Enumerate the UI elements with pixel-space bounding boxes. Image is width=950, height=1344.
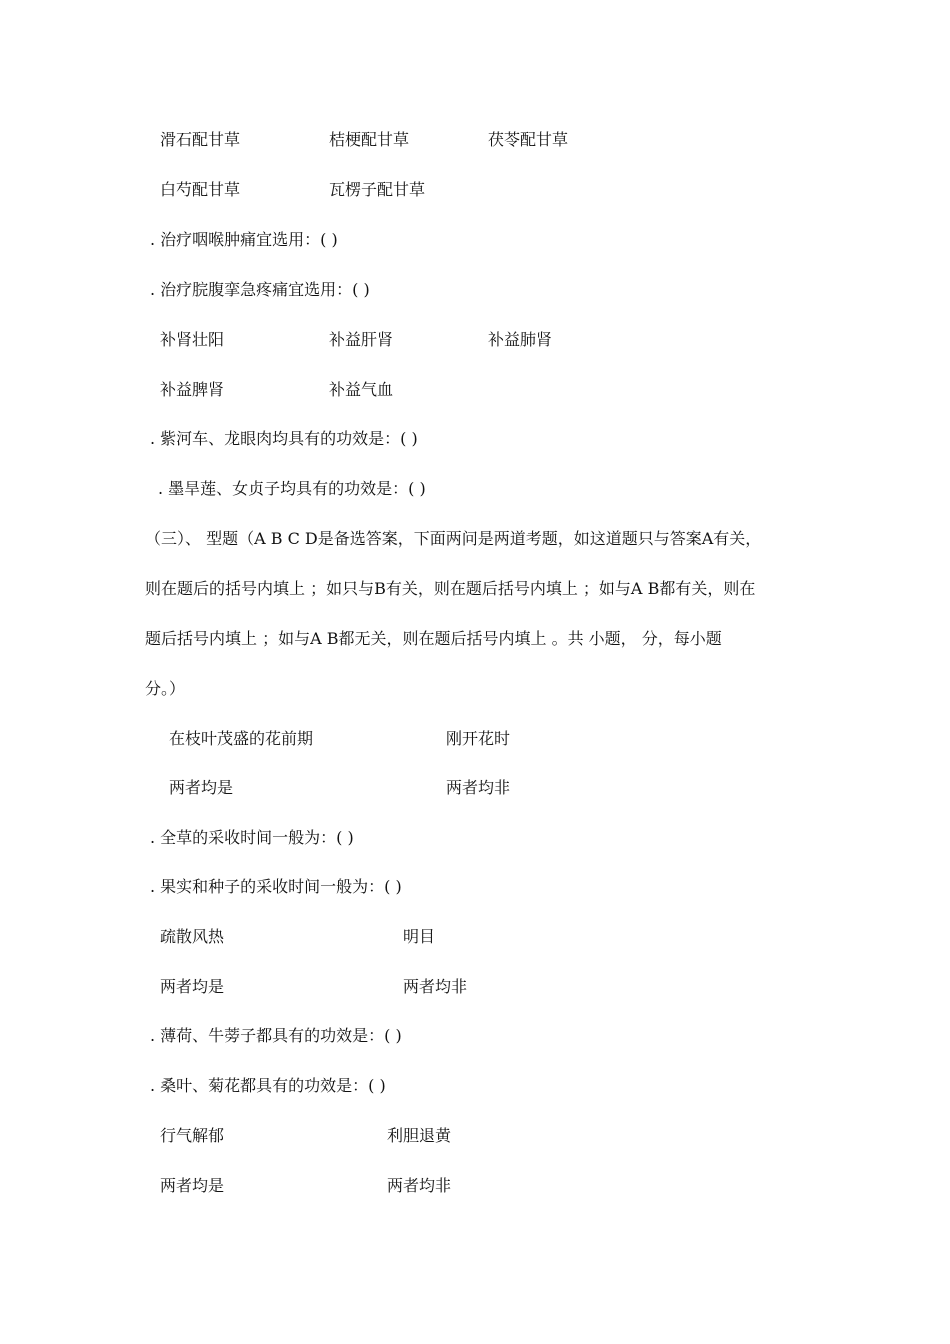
option-c: 茯苓配甘草 (488, 130, 569, 149)
option-e: 补益气血 (329, 380, 394, 399)
option-a: 疏散风热 (160, 927, 225, 946)
option-c: 两者均是 (160, 1176, 225, 1195)
option-b: 明目 (403, 927, 436, 946)
question: . 薄荷、牛蒡子都具有的功效是：( ) (150, 1026, 402, 1045)
option-b: 利胆退黄 (387, 1126, 452, 1145)
option-d: 两者均非 (403, 977, 468, 996)
option-e: 瓦楞子配甘草 (329, 180, 426, 199)
section-instruction: 分。） (145, 679, 186, 698)
option-d: 白芍配甘草 (160, 180, 241, 199)
option-c: 两者均是 (169, 778, 234, 797)
option-a: 滑石配甘草 (160, 130, 241, 149)
option-c: 补益肺肾 (488, 330, 553, 349)
option-a: 在枝叶茂盛的花前期 (169, 729, 314, 748)
section-instruction: （三）、 型题（A B C D是备选答案，下面两问是两道考题，如这道题只与答案A有关， (145, 529, 762, 548)
option-b: 刚开花时 (446, 729, 511, 748)
question: . 桑叶、菊花都具有的功效是：( ) (150, 1076, 386, 1095)
option-b: 补益肝肾 (329, 330, 394, 349)
question: . 治疗脘腹挛急疼痛宜选用：( ) (150, 280, 370, 299)
question: . 紫河车、龙眼肉均具有的功效是：( ) (150, 429, 418, 448)
section-instruction: 则在题后的括号内填上 ；如只与B有关，则在题后括号内填上 ；如与A B都有关，则在 (145, 579, 756, 598)
option-d: 两者均非 (446, 778, 511, 797)
section-instruction: 题后括号内填上 ；如与A B都无关，则在题后括号内填上 。共 小题， 分，每小题 (145, 629, 722, 648)
option-b: 桔梗配甘草 (329, 130, 410, 149)
question: . 果实和种子的采收时间一般为：( ) (150, 877, 402, 896)
option-c: 两者均是 (160, 977, 225, 996)
option-a: 补肾壮阳 (160, 330, 225, 349)
question: . 全草的采收时间一般为：( ) (150, 828, 354, 847)
option-a: 行气解郁 (160, 1126, 225, 1145)
question: . 治疗咽喉肿痛宜选用：( ) (150, 230, 338, 249)
question: . 墨旱莲、女贞子均具有的功效是：( ) (158, 479, 426, 498)
option-d: 两者均非 (387, 1176, 452, 1195)
option-d: 补益脾肾 (160, 380, 225, 399)
